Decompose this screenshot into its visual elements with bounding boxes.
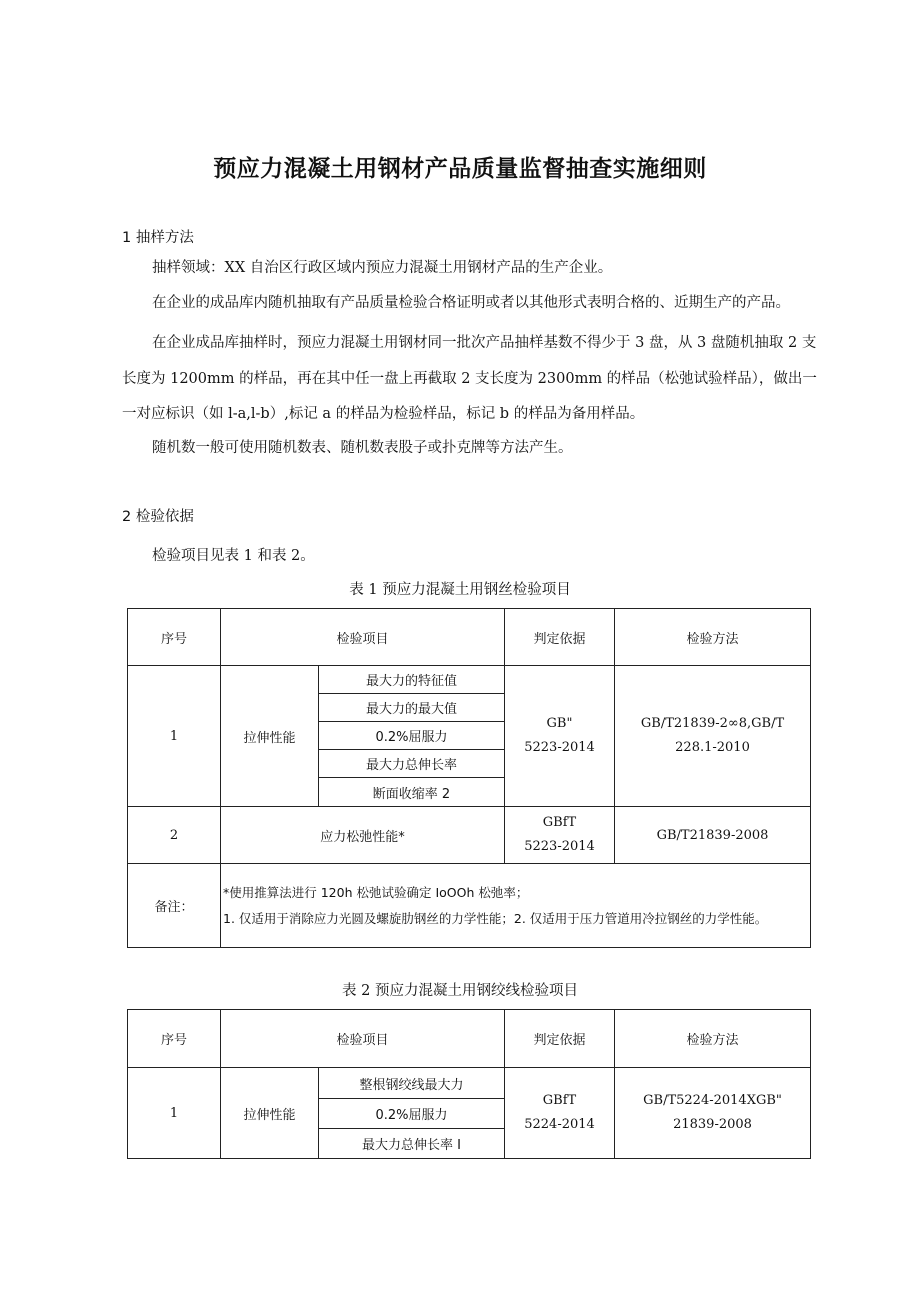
section-1-paragraph-2: 在企业的成品库内随机抽取有产品质量检验合格证明或者以其他形式表明合格的、近期生产的产品。 <box>152 295 790 311</box>
header-no: 序号 <box>128 609 221 666</box>
table-1-notes-row <box>128 864 811 948</box>
row-item: 应力松弛性能* <box>221 807 505 864</box>
table-1-header-row <box>128 609 811 666</box>
table-row <box>128 666 811 694</box>
row-basis <box>505 807 615 864</box>
method-line: 228.1-2010 <box>675 740 750 755</box>
row-category: 拉伸性能 <box>221 1068 319 1159</box>
basis-line: GBfT <box>542 815 577 830</box>
row-category: 拉伸性能 <box>221 666 319 807</box>
method-line: GB/T5224-2014XGB" <box>643 1093 782 1108</box>
table-2-header-row <box>128 1010 811 1068</box>
basis-line: GBfT <box>542 1093 577 1108</box>
notes-line: 1. 仅适用于消除应力光圆及螺旋肋钢丝的力学性能；2. 仅适用于压力管道用冷拉钢丝的力学性能。 <box>223 910 768 926</box>
basis-line: 5223-2014 <box>524 740 595 755</box>
row-no: 1 <box>128 666 221 807</box>
row-basis <box>505 1068 615 1159</box>
header-basis: 判定依据 <box>505 1010 615 1068</box>
basis-line: 5224-2014 <box>524 1117 595 1132</box>
section-1-paragraph-4: 随机数一般可使用随机数表、随机数表股子或扑克牌等方法产生。 <box>152 440 573 456</box>
header-basis: 判定依据 <box>505 609 615 666</box>
table-2 <box>127 1009 811 1159</box>
notes-label: 备注： <box>128 864 221 948</box>
section-2-paragraph-1: 检验项目见表 1 和表 2。 <box>152 548 315 564</box>
notes-content <box>221 864 811 948</box>
subitem: 断面收缩率 2 <box>319 778 505 807</box>
row-method <box>615 1068 811 1159</box>
section-1-paragraph-1: 抽样领域：XX 自治区行政区域内预应力混凝土用钢材产品的生产企业。 <box>152 260 613 276</box>
section-1-paragraph-3: 在企业成品库抽样时，预应力混凝土用钢材同一批次产品抽样基数不得少于 3 盘，从 3 盘随机抽取 2 支长度为 1200mm 的样品，再在其中任一盘上再截取 2 支长度为 2300mm 的样品（松弛试验样品），做出一一对应标识（如 l-a,l-b）,标记 a 的样品为检验样品，标记 b 的样品为备用样品。 <box>122 335 817 422</box>
header-method: 检验方法 <box>615 1010 811 1068</box>
notes-line: *使用推算法进行 120h 松弛试验确定 IoOOh 松弛率； <box>223 884 529 900</box>
row-no: 2 <box>128 807 221 864</box>
subitem: 最大力总伸长率 I <box>319 1129 505 1159</box>
table-row <box>128 1068 811 1099</box>
table-1 <box>127 608 811 948</box>
subitem: 0.2%屈服力 <box>319 1099 505 1129</box>
subitem: 整根钢绞线最大力 <box>319 1068 505 1099</box>
row-no: 1 <box>128 1068 221 1159</box>
method-line: 21839-2008 <box>673 1117 752 1132</box>
header-item: 检验项目 <box>221 1010 505 1068</box>
table-2-caption: 表 2 预应力混凝土用钢绞线检验项目 <box>342 983 578 999</box>
header-method: 检验方法 <box>615 609 811 666</box>
header-no: 序号 <box>128 1010 221 1068</box>
row-method: GB/T21839-2008 <box>615 807 811 864</box>
row-basis <box>505 666 615 807</box>
row-method <box>615 666 811 807</box>
subitem: 最大力的特征值 <box>319 666 505 694</box>
subitem: 最大力总伸长率 <box>319 750 505 778</box>
section-1-heading: 1 抽样方法 <box>122 230 194 246</box>
basis-line: 5223-2014 <box>524 839 595 854</box>
header-item: 检验项目 <box>221 609 505 666</box>
document-title: 预应力混凝土用钢材产品质量监督抽查实施细则 <box>213 156 707 182</box>
subitem: 最大力的最大值 <box>319 694 505 722</box>
table-1-caption: 表 1 预应力混凝土用钢丝检验项目 <box>349 582 571 598</box>
section-2-heading: 2 检验依据 <box>122 509 194 525</box>
subitem: 0.2%屈服力 <box>319 722 505 750</box>
table-row <box>128 807 811 864</box>
basis-line: GB" <box>546 716 573 731</box>
method-line: GB/T21839-2∞8,GB/T <box>640 716 785 731</box>
